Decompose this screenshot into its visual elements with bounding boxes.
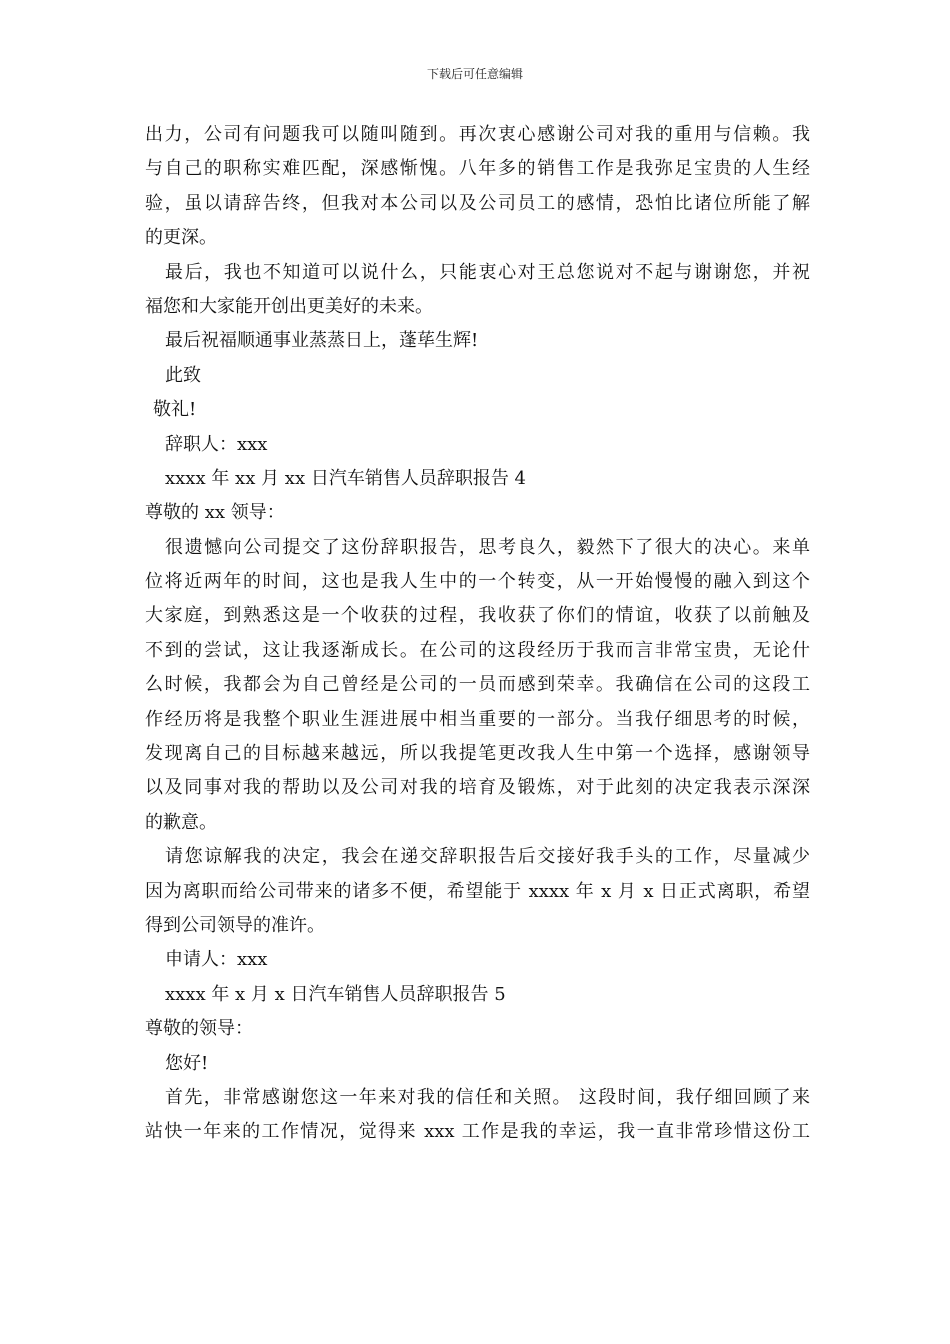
text-line: 的更深。 (145, 227, 217, 249)
text-line: 请您谅解我的决定，我会在递交辞职报告后交接好我手头的工作，尽量减少 (165, 846, 810, 868)
text-line: 与自己的职称实难匹配，深感惭愧。八年多的销售工作是我弥足宝贵的人生经 (145, 158, 810, 180)
text-line: 最后祝福顺通事业蒸蒸日上，蓬荜生辉! (165, 330, 479, 352)
text-line: 不到的尝试，这让我逐渐成长。在公司的这段经历于我而言非常宝贵，无论什 (145, 639, 810, 661)
text-line: 得到公司领导的准许。 (145, 914, 325, 936)
text-line: 么时候，我都会为自己曾经是公司的一员而感到荣幸。我确信在公司的这段工 (145, 674, 810, 696)
text-line: 很遗憾向公司提交了这份辞职报告，思考良久，毅然下了很大的决心。来单 (165, 536, 810, 558)
text-line: 发现离自己的目标越来越远，所以我提笔更改我人生中第一个选择，感谢领导 (145, 743, 810, 765)
text-line: 出力，公司有问题我可以随叫随到。再次衷心感谢公司对我的重用与信赖。我 (145, 124, 810, 145)
greeting-line: 您好! (165, 1052, 209, 1074)
text-line: 福您和大家能开创出更美好的未来。 (145, 295, 433, 317)
text-line: 位将近两年的时间，这也是我人生中的一个转变，从一开始慢慢的融入到这个 (145, 571, 810, 593)
section-title: xxxx 年 xx 月 xx 日汽车销售人员辞职报告 4 (165, 467, 526, 489)
text-line: 以及同事对我的帮助以及公司对我的培育及锻炼，对于此刻的决定我表示深深 (145, 777, 810, 799)
closing-salutation: 此致 (165, 364, 201, 386)
greeting-line: 尊敬的 xx 领导： (145, 502, 285, 524)
text-line: 大家庭，到熟悉这是一个收获的过程，我收获了你们的情谊，收获了以前触及 (145, 605, 810, 627)
greeting-line: 尊敬的领导： (145, 1018, 253, 1040)
text-line: 作经历将是我整个职业生涯进展中相当重要的一部分。当我仔细思考的时候， (145, 708, 810, 730)
page-header: 下载后可任意编辑 (426, 67, 523, 81)
text-line: 的歉意。 (145, 811, 217, 833)
signature-line: 申请人：xxx (165, 949, 268, 971)
section-title: xxxx 年 x 月 x 日汽车销售人员辞职报告 5 (165, 983, 506, 1005)
text-line: 因为离职而给公司带来的诸多不便，希望能于 xxxx 年 x 月 x 日正式离职，希望 (145, 880, 810, 902)
text-line: 验，虽以请辞告终，但我对本公司以及公司员工的感情，恐怕比诸位所能了解 (145, 192, 810, 214)
text-line: 站快一年来的工作情况，觉得来 xxx 工作是我的幸运，我一直非常珍惜这份工 (145, 1121, 810, 1143)
signature-line: 辞职人：xxx (165, 433, 268, 455)
closing-regards: 敬礼! (153, 399, 197, 421)
text-line: 首先，非常感谢您这一年来对我的信任和关照。 这段时间，我仔细回顾了来 (165, 1086, 810, 1108)
text-line: 最后，我也不知道可以说什么，只能衷心对王总您说对不起与谢谢您，并祝 (165, 261, 810, 283)
document-body (145, 118, 810, 1150)
